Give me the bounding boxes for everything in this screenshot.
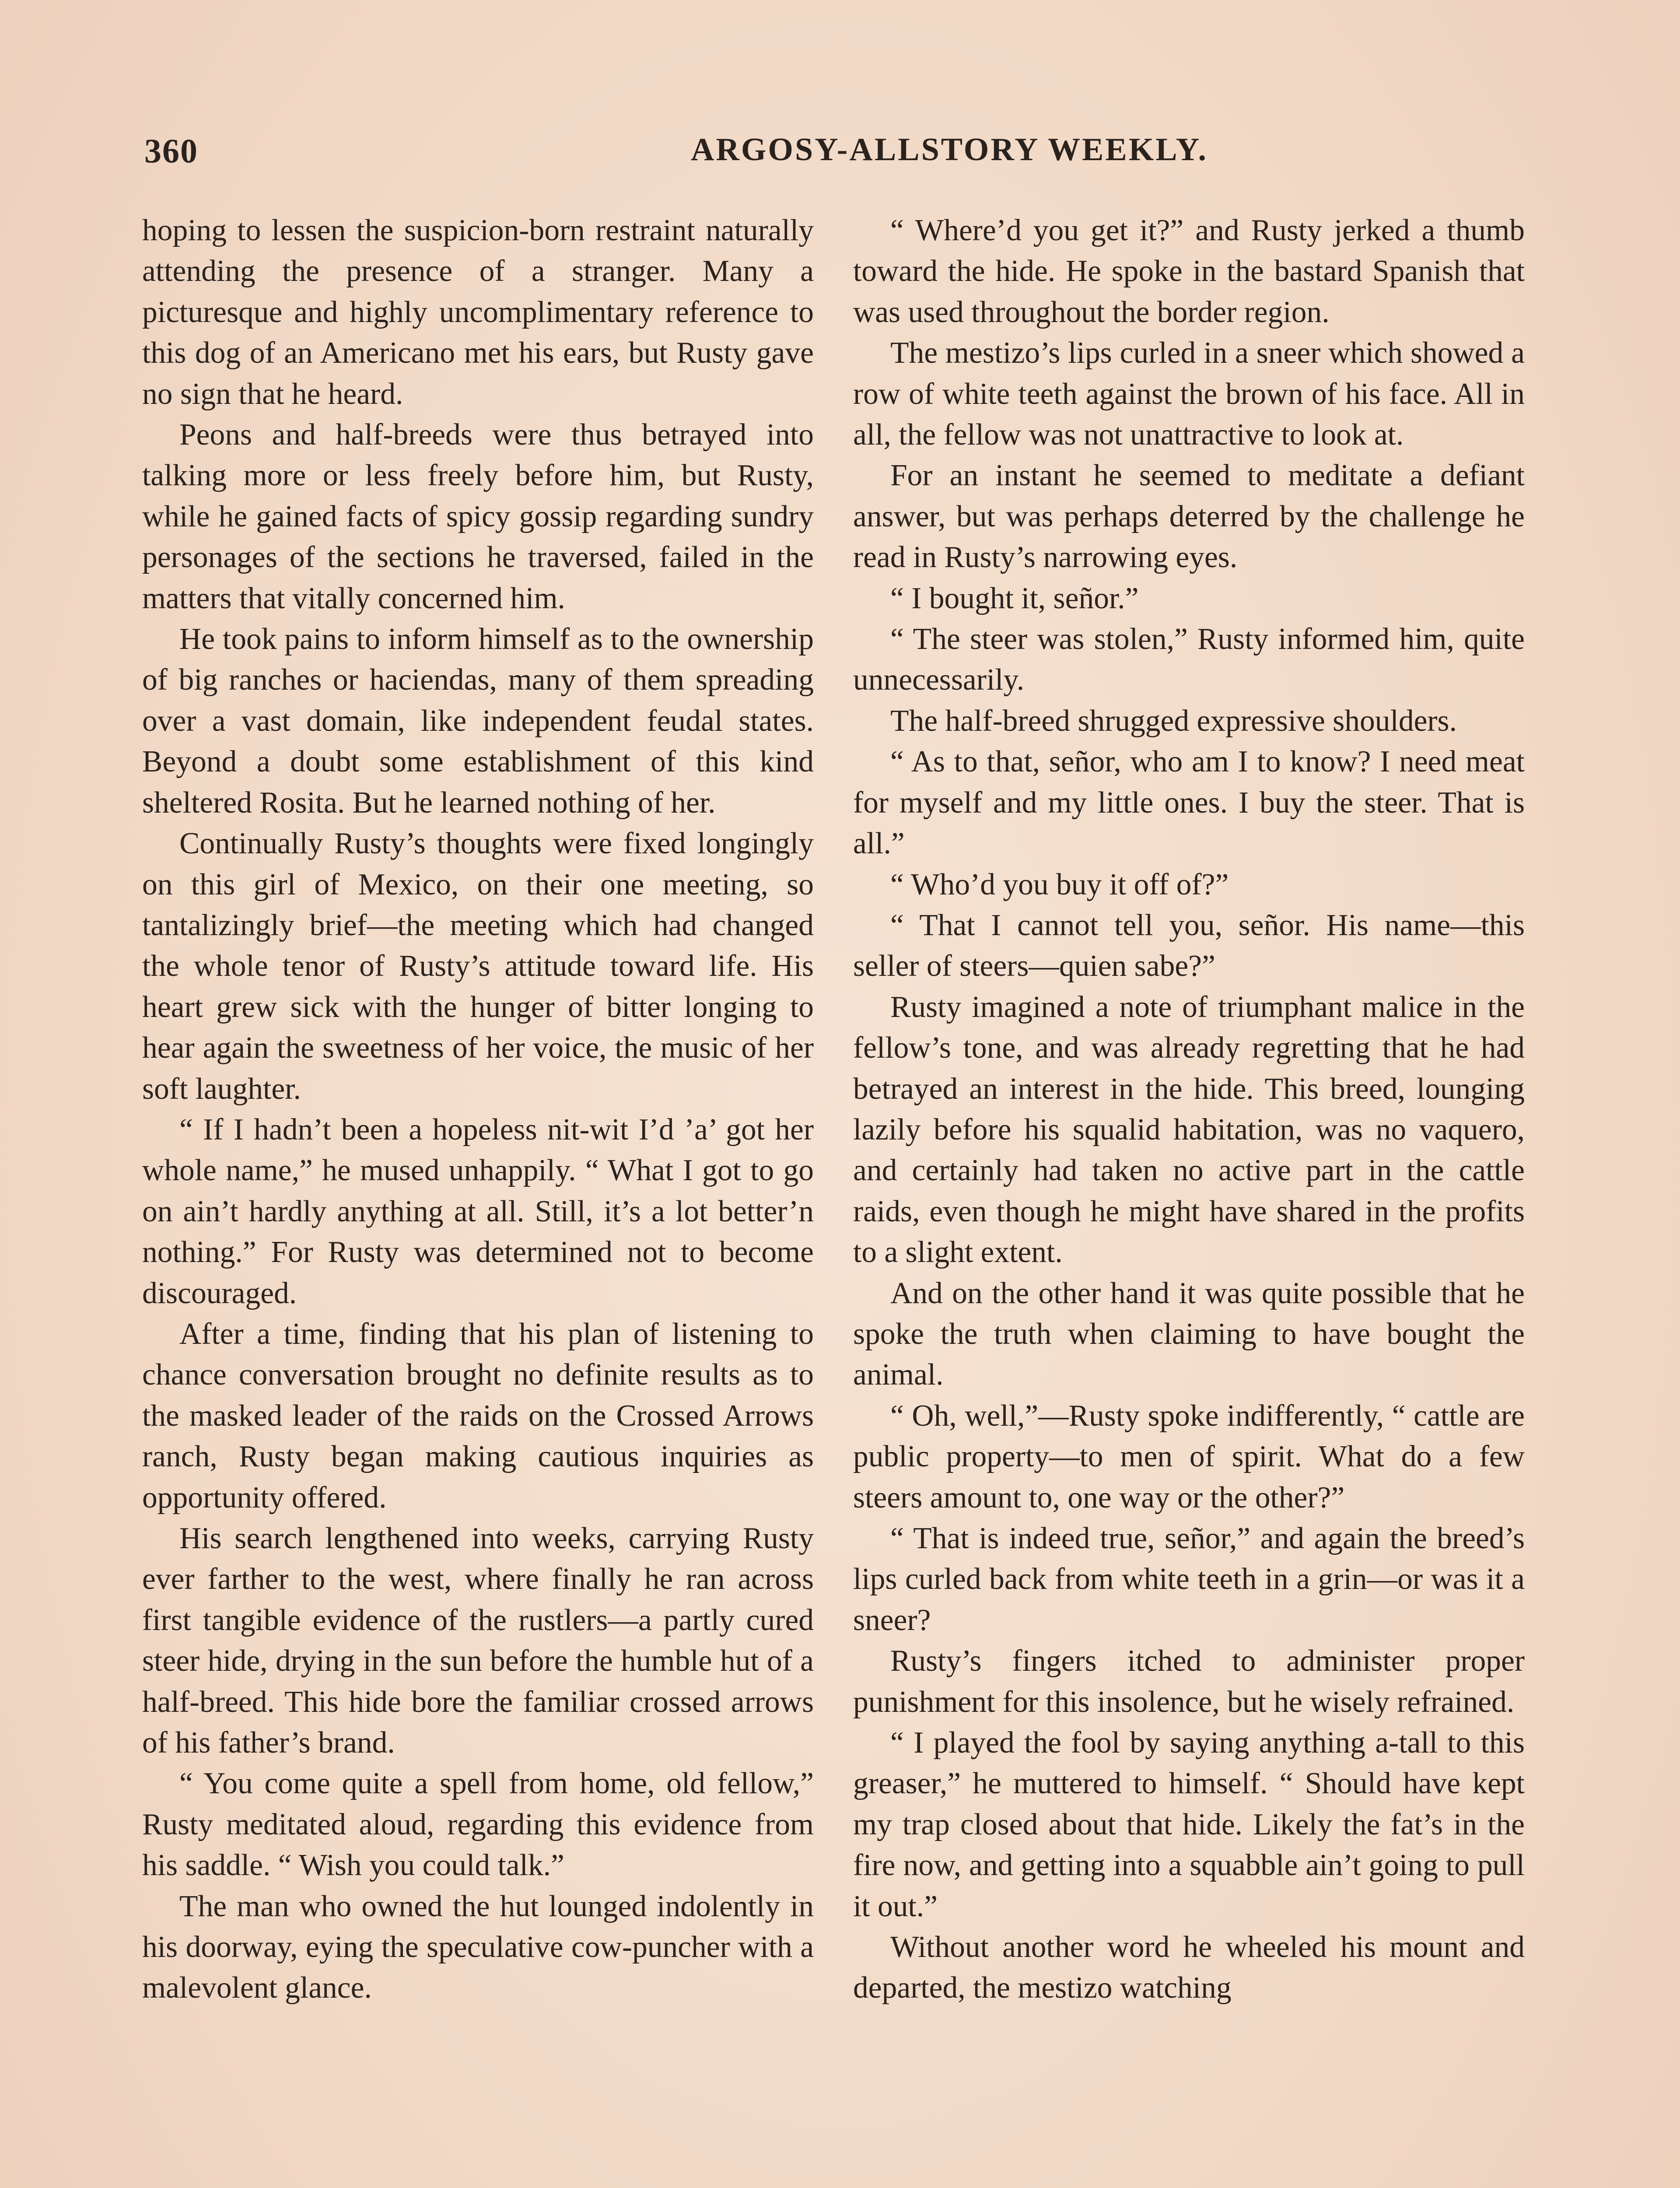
paragraph: “ That I cannot tell you, señor. His name—this seller of steers—quien sabe?” (853, 908, 1525, 983)
paragraph: And on the other hand it was quite possible that he spoke the truth when claiming to have bought the animal. (853, 1276, 1525, 1392)
paragraph: Continually Rusty’s thoughts were fixed longingly on this girl of Mexico, on their one meeting, so tantalizingly brief—the meeting which had changed the whole tenor of Rusty’s attitude toward life. His heart grew sick with the hunger of bitter longing to hear again the sweetness of her voice, the music of her soft laughter. (142, 827, 814, 1106)
paragraph: “ I played the fool by saying anything a-tall to this greaser,” he muttered to himself. “ Should have kept my trap closed about that hide. Likely the fat’s in the fire now, and getting into a squabble ain’t going to pull it out.” (853, 1726, 1525, 1923)
paragraph: “ Oh, well,”—Rusty spoke indifferently, “ cattle are public property—to men of spirit. What do a few steers amount to, one way or the other?” (853, 1399, 1525, 1515)
paragraph: Rusty imagined a note of triumphant malice in the fellow’s tone, and was already regretting that he had betrayed an interest in the hide. This breed, lounging lazily before his squalid habitation, was no vaquero, and certainly had taken no active part in the cattle raids, even though he might have shared in the profits to a slight extent. (853, 990, 1525, 1269)
paragraph: “ If I hadn’t been a hopeless nit-wit I’d ’a’ got her whole name,” he mused unhappily. “ What I got to go on ain’t hardly anything at all. Still, it’s a lot better’n nothing.” For Rusty was determined not to become discouraged. (142, 1112, 814, 1310)
running-title: ARGOSY-ALLSTORY WEEKLY. (690, 132, 1208, 168)
paragraph: The man who owned the hut lounged indolently in his doorway, eying the speculative cow-puncher with a malevolent glance. (142, 1889, 814, 2005)
paragraph: “ As to that, señor, who am I to know? I need meat for myself and my little ones. I buy the steer. That is all.” (853, 745, 1525, 861)
paragraph: The half-breed shrugged expressive shoulders. (890, 704, 1457, 738)
paragraph: The mestizo’s lips curled in a sneer which showed a row of white teeth against the brown of his face. All in all, the fellow was not unattractive to look at. (853, 336, 1525, 452)
paragraph: “ I bought it, señor.” (890, 581, 1139, 615)
paragraph: “ You come quite a spell from home, old fellow,” Rusty meditated aloud, regarding this evidence from his saddle. “ Wish you could talk.” (142, 1767, 814, 1883)
paragraph: Without another word he wheeled his mount and departed, the mestizo watching (853, 1930, 1525, 2005)
paragraph: His search lengthened into weeks, carrying Rusty ever farther to the west, where finally he ran across first tangible evidence of the rustlers—a partly cured steer hide, drying in the sun before the humble hut of a half-breed. This hide bore the familiar crossed arrows of his father’s brand. (142, 1522, 814, 1760)
page-number: 360 (144, 132, 198, 170)
paragraph: “ Who’d you buy it off of?” (890, 867, 1229, 901)
paragraph: hoping to lessen the suspicion-born restraint naturally attending the presence of a stranger. Many a picturesque and highly uncomplimentary reference to this dog of an Americano met his ears, but Rusty gave no sign that he heard. (142, 214, 814, 411)
left-column (142, 210, 814, 2009)
paragraph: After a time, finding that his plan of listening to chance conversation brought no definite results as to the masked leader of the raids on the Crossed Arrows ranch, Rusty began making cautious inquiries as opportunity offered. (142, 1317, 814, 1515)
page-header (144, 131, 1544, 179)
paragraph: “ Where’d you get it?” and Rusty jerked a thumb toward the hide. He spoke in the bastard Spanish that was used throughout the border region. (853, 214, 1525, 329)
paragraph: He took pains to inform himself as to the ownership of big ranches or haciendas, many of them spreading over a vast domain, like independent feudal states. Beyond a doubt some establishment of this kind sheltered Rosita. But he learned nothing of her. (142, 622, 814, 820)
right-column (853, 210, 1525, 2009)
paragraph: Peons and half-breeds were thus betrayed into talking more or less freely before him, but Rusty, while he gained facts of spicy gossip regarding sundry personages of the sections he traversed, failed in the matters that vitally concerned him. (142, 418, 814, 615)
paragraph: “ The steer was stolen,” Rusty informed him, quite unnecessarily. (853, 622, 1525, 697)
paragraph: Rusty’s fingers itched to administer proper punishment for this insolence, but he wisely refrained. (853, 1644, 1525, 1719)
paragraph: For an instant he seemed to meditate a defiant answer, but was perhaps deterred by the challenge he read in Rusty’s narrowing eyes. (853, 459, 1525, 575)
paragraph: “ That is indeed true, señor,” and again the breed’s lips curled back from white teeth in a grin—or was it a sneer? (853, 1522, 1525, 1637)
